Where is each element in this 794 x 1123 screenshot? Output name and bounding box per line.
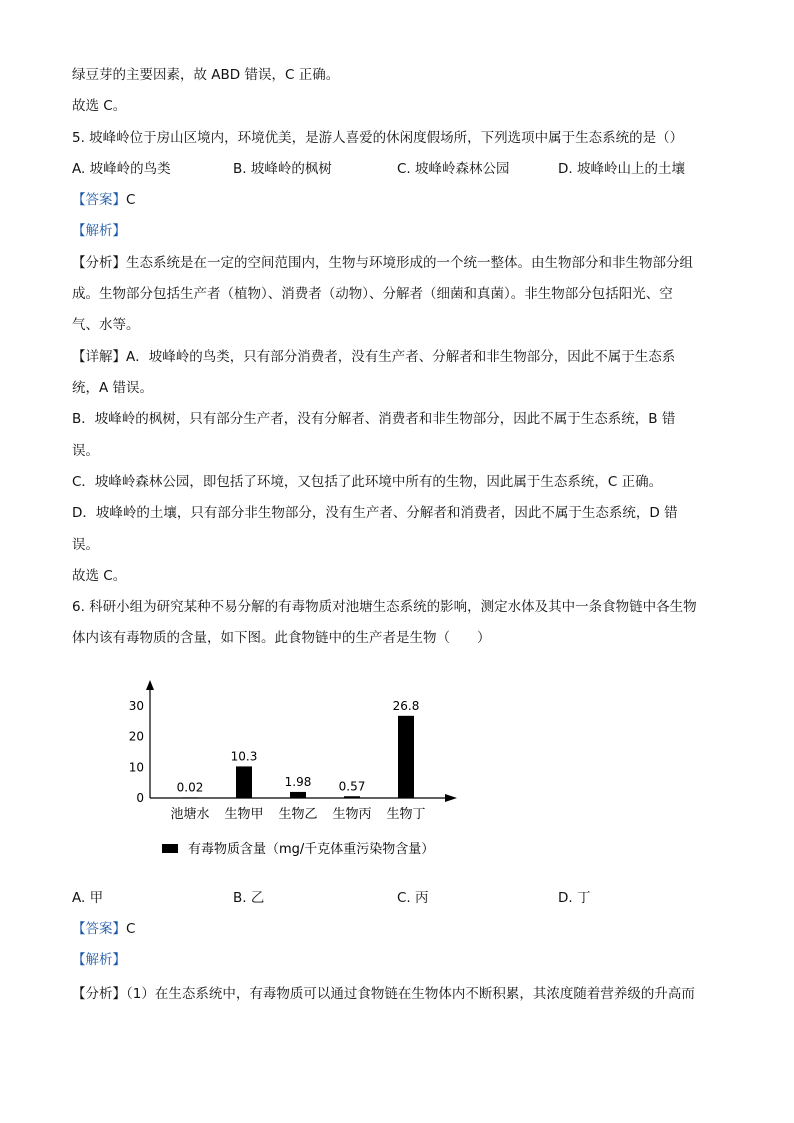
question-5: 5. 坡峰岭位于房山区境内，环境优美，是游人喜爱的休闲度假场所，下列选项中属于生态系统的是（） [72,130,684,146]
text-line: 气、水等。 [72,317,140,333]
bar [290,792,306,798]
x-axis-arrow [445,794,457,802]
text-line: B．坡峰岭的枫树，只有部分生产者，没有分解者、消费者和非生物部分，因此不属于生态系统，B 错 [72,411,676,427]
data-label: 1.98 [284,774,312,789]
data-label: 0.57 [338,779,366,794]
text-line: 误。 [72,537,99,553]
y-tick-label: 10 [128,760,144,775]
answer-tag: 【答案】 [72,921,126,937]
q6-option-a: A. 甲 [72,890,104,906]
y-tick-label: 0 [136,791,144,805]
xiangjie-tag: 【详解】 [72,349,126,365]
answer-line [72,920,135,938]
bar [182,797,198,798]
text-line: 成。生物部分包括生产者（植物）、消费者（动物）、分解者（细菌和真菌）。非生物部分包括阳光、空 [72,286,673,302]
y-tick-label: 30 [128,699,144,713]
answer-value: C [126,921,136,937]
x-tick-label: 生物丙 [332,807,372,822]
q6-option-b: B. 乙 [233,890,265,906]
fenxi-tag: 【分析】 [72,255,126,271]
x-tick-label: 生物丁 [386,807,426,822]
y-tick-label: 20 [128,729,144,744]
fenxi-tag: 【分析】 [72,986,126,1002]
fenxi-line [72,985,695,1003]
analysis-tag: 【解析】 [72,952,126,968]
data-label: 10.3 [230,749,258,764]
text-line: 体内该有毒物质的含量，如下图。此食物链中的生产者是生物（ ） [72,630,491,646]
y-axis-arrow [146,680,154,690]
data-label: 0.02 [176,780,204,795]
text-line: 故选 C。 [72,568,127,584]
x-tick-label: 生物乙 [278,807,318,822]
bar [236,766,252,798]
xiangjie-line [72,348,675,366]
answer-value: C [126,192,136,208]
fenxi-line [72,254,693,272]
analysis-tag: 【解析】 [72,223,126,239]
x-tick-label: 生物甲 [224,807,264,822]
bar-chart [120,670,480,870]
q5-option-d: D. 坡峰岭山上的土壤 [558,161,685,177]
q5-option-b: B. 坡峰岭的枫树 [233,161,332,177]
xiangjie-text: A．坡峰岭的鸟类，只有部分消费者，没有生产者、分解者和非生物部分，因此不属于生态系 [126,349,676,365]
legend-label: 有毒物质含量（mg/千克体重污染物含量） [188,842,435,857]
text-line: 绿豆芽的主要因素，故 ABD 错误，C 正确。 [72,67,340,83]
answer-tag: 【答案】 [72,192,126,208]
legend-swatch [162,844,178,853]
text-line: 误。 [72,443,99,459]
text-line: 故选 C。 [72,98,127,114]
question-6: 6. 科研小组为研究某种不易分解的有毒物质对池塘生态系统的影响，测定水体及其中一条食物链中各生物 [72,599,697,615]
data-label: 26.8 [392,698,420,713]
text-line: C．坡峰岭森林公园，即包括了环境，又包括了此环境中所有的生物，因此属于生态系统，C 正确。 [72,474,663,490]
q5-option-a: A. 坡峰岭的鸟类 [72,161,171,177]
bar [344,796,360,798]
fenxi-text: （1）在生态系统中，有毒物质可以通过食物链在生物体内不断积累，其浓度随着营养级的升高而 [126,986,695,1002]
q6-option-d: D. 丁 [558,890,591,906]
text-line: 统，A 错误。 [72,380,154,396]
q6-option-c: C. 丙 [397,890,429,906]
bar [398,716,414,798]
text-line: D．坡峰岭的土壤，只有部分非生物部分，没有生产者、分解者和消费者，因此不属于生态系统，D 错 [72,505,678,521]
answer-line [72,191,135,209]
fenxi-text: 生态系统是在一定的空间范围内，生物与环境形成的一个统一整体。由生物部分和非生物部分组 [126,255,693,271]
x-tick-label: 池塘水 [170,807,210,822]
bar-chart-svg [120,670,480,870]
q5-option-c: C. 坡峰岭森林公园 [397,161,510,177]
